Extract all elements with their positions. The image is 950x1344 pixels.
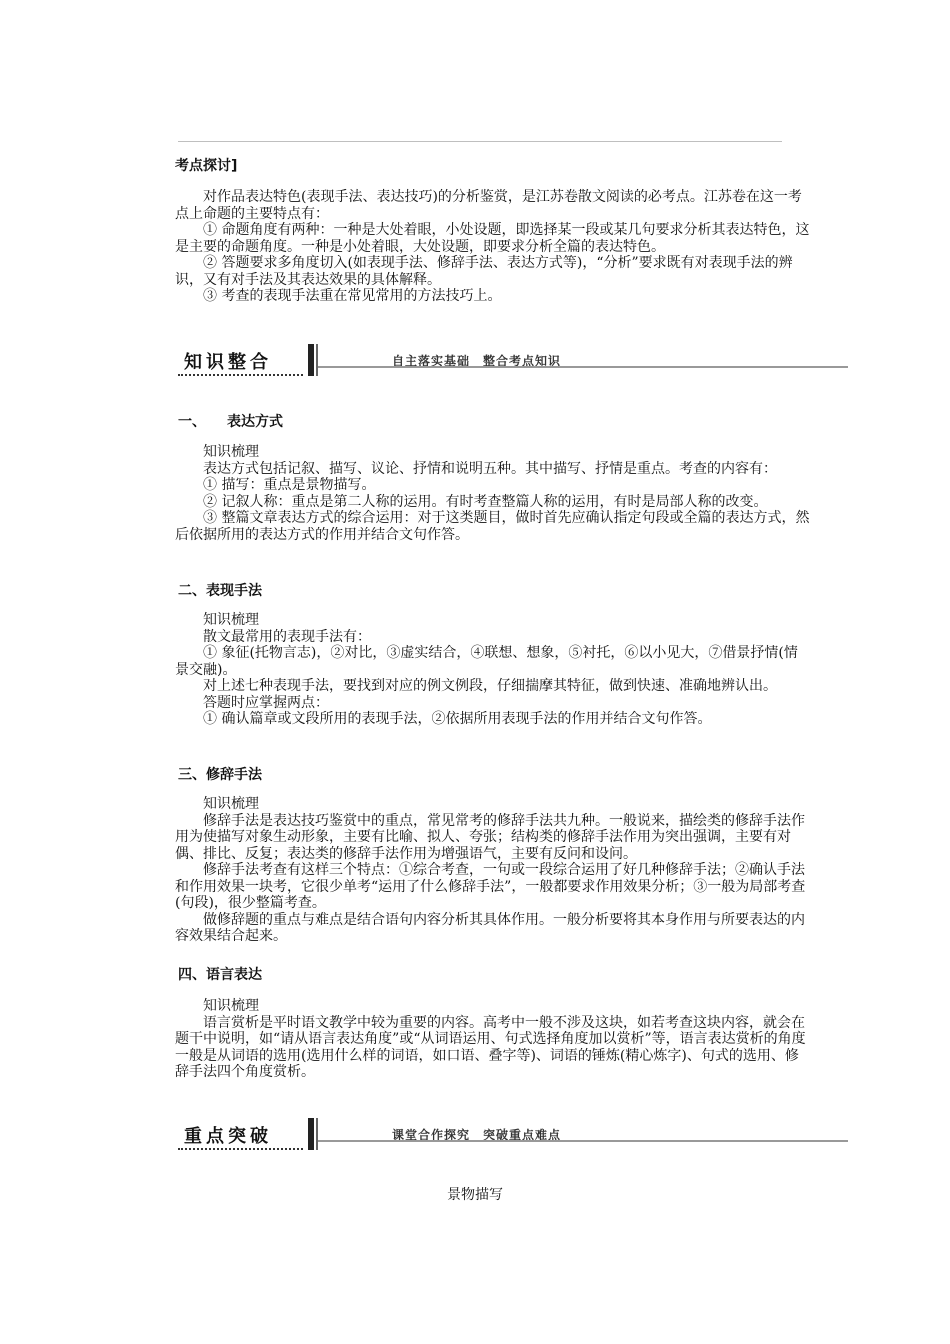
section-paragraph: ② 记叙人称：重点是第二人称的运用。有时考查整篇人称的运用，有时是局部人称的改变。	[203, 493, 768, 510]
intro-paragraph: 对作品表达特色(表现手法、表达技巧)的分析鉴赏，是江苏卷散文阅读的必考点。江苏卷在这一考点上命题的主要特点有：	[175, 189, 802, 222]
section-paragraph: 对上述七种表现手法，要找到对应的例文例段，仔细揣摩其特征，做到快速、准确地辨认出。	[203, 678, 777, 694]
section-body-expression	[175, 444, 810, 543]
banner-bar	[308, 1118, 314, 1150]
section-title-language: 四、语言表达	[178, 967, 262, 983]
banner-line	[318, 1140, 848, 1142]
section-body-language	[175, 998, 810, 1081]
section-paragraph: 表达方式包括记叙、描写、议论、抒情和说明五种。其中描写、抒情是重点。考查的内容有：	[203, 460, 777, 477]
banner-tag: 重点突破	[184, 1126, 272, 1147]
section-paragraph: ① 描写：重点是景物描写。	[203, 477, 376, 493]
section-paragraph: ① 确认篇章或文段所用的表现手法，②依据所用表现手法的作用并结合文句作答。	[203, 711, 712, 727]
top-divider	[178, 141, 782, 142]
section-body-rhetoric	[175, 796, 810, 945]
section-title-techniques: 二、表现手法	[178, 583, 262, 599]
section-title-expression: 一、 表达方式	[178, 414, 283, 430]
section-paragraph: ③ 整篇文章表达方式的综合运用：对于这类题目，做时首先应确认指定句段或全篇的表达方式，然后依据所用的表达方式的作用并结合文句作答。	[175, 510, 810, 543]
banner-key-breakthrough	[178, 1118, 848, 1154]
banner-bar	[316, 344, 318, 376]
section-body-techniques	[175, 612, 810, 728]
footer-heading: 景物描写	[447, 1187, 503, 1203]
banner-tag-underline	[178, 374, 303, 376]
section-paragraph: 散文最常用的表现手法有：	[203, 628, 371, 645]
banner-tag: 知识整合	[184, 352, 272, 373]
section-label: 知识梳理	[203, 998, 259, 1014]
banner-knowledge-integration	[178, 344, 848, 380]
intro-block	[175, 189, 810, 305]
banner-tag-underline	[178, 1148, 303, 1150]
section-label: 知识梳理	[203, 444, 259, 460]
section-paragraph: 做修辞题的重点与难点是结合语句内容分析其具体作用。一般分析要将其本身作用与所要表达的内容效果结合起来。	[175, 911, 805, 944]
section-paragraph: ① 象征(托物言志)，②对比，③虚实结合，④联想、想象，⑤衬托，⑥以小见大，⑦借景抒情(情景交融)。	[175, 645, 798, 678]
intro-paragraph: ③ 考查的表现手法重在常见常用的方法技巧上。	[203, 288, 502, 304]
banner-bar	[308, 344, 314, 376]
intro-paragraph: ① 命题角度有两种：一种是大处着眼，小处设题，即选择某一段或某几句要求分析其表达特色，这是主要的命题角度。一种是小处着眼，大处设题，即要求分析全篇的表达特色。	[175, 222, 810, 255]
intro-paragraph: ② 答题要求多角度切入(如表现手法、修辞手法、表达方式等)，“分析”要求既有对表现手法的辨识，又有对手法及其表达效果的具体解释。	[175, 255, 793, 288]
section-paragraph: 修辞手法是表达技巧鉴赏中的重点，常见常考的修辞手法共九种。一般说来，描绘类的修辞手法作用为使描写对象生动形象，主要有比喻、拟人、夸张；结构类的修辞手法作用为突出强调，主要有对偶、排比、反复；表达类的修辞手法作用为增强语气，主要有反问和设问。	[175, 812, 805, 862]
section-paragraph: 答题时应掌握两点：	[203, 694, 329, 711]
section-head-text: 考点探讨]	[175, 158, 238, 174]
section-paragraph: 修辞手法考查有这样三个特点：①综合考查，一句或一段综合运用了好几种修辞手法；②确认手法和作用效果一块考，它很少单考“运用了什么修辞手法”，一般都要求作用效果分析；③一般为局部考查(句段)，很少整篇考查。	[175, 862, 806, 911]
section-label: 知识梳理	[203, 612, 259, 628]
section-head	[175, 158, 810, 175]
section-label: 知识梳理	[203, 796, 259, 812]
banner-subtitle: 课堂合作探究 突破重点难点	[392, 1128, 562, 1142]
section-paragraph: 语言赏析是平时语文教学中较为重要的内容。高考中一般不涉及这块，如若考查这块内容，就会在题干中说明，如“请从语言表达角度”或“从词语运用、句式选择角度加以赏析”等，语言表达赏析的角度一般是从词语的选用(选用什么样的词语，如口语、叠字等)、词语的锤炼(精心炼字)、句式的选用、修辞手法四个角度赏析。	[175, 1014, 806, 1080]
section-title-rhetoric: 三、修辞手法	[178, 767, 262, 783]
banner-line	[318, 366, 848, 368]
banner-subtitle: 自主落实基础 整合考点知识	[392, 354, 562, 368]
banner-bar	[316, 1118, 318, 1150]
